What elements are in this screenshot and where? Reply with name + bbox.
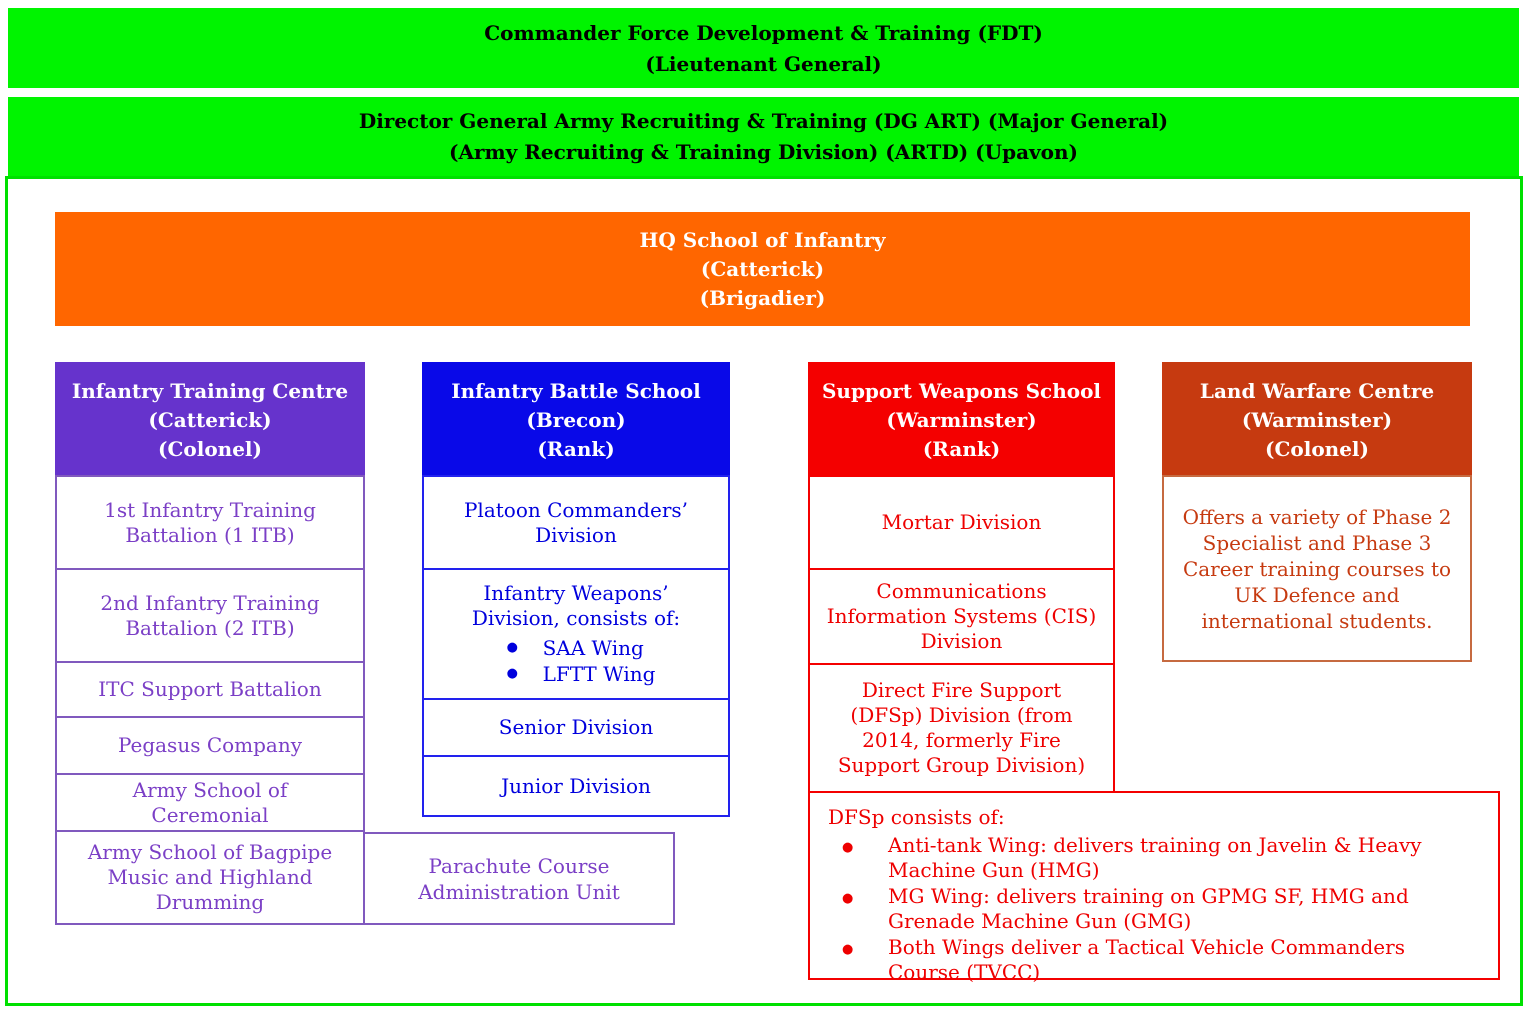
- banner-commander-fdt: [8, 8, 1519, 88]
- cell-army-school-of-ceremonial: Army School of Ceremonial: [55, 773, 365, 832]
- cell-parachute-course-administration-unit: Parachute Course Administration Unit: [363, 832, 675, 925]
- ibs-header-location: (Brecon): [526, 407, 626, 432]
- hq-banner-line2: (Catterick): [700, 257, 825, 281]
- lwc-header-location: (Warminster): [1241, 407, 1393, 432]
- cell-senior-division: Senior Division: [422, 698, 730, 757]
- ibs-header-rank: (Rank): [537, 436, 615, 461]
- column-infantry-battle-school: [422, 362, 730, 817]
- cell-infantry-weapons-division: [422, 568, 730, 700]
- sws-header-location: (Warminster): [886, 407, 1037, 432]
- sws-header-rank: (Rank): [922, 436, 1001, 461]
- dfsp-list-item-both-wings: ● Both Wings deliver a Tactical Vehicle Commanders Course (TVCC): [888, 935, 1480, 985]
- itc-header-name: Infantry Training Centre: [71, 378, 349, 403]
- banner-dg-art: [8, 97, 1519, 176]
- cell-mortar-division: Mortar Division: [808, 475, 1115, 570]
- cell-2nd-infantry-training-battalion: 2nd Infantry Training Battalion (2 ITB): [55, 568, 365, 663]
- lwc-header-name: Land Warfare Centre: [1199, 378, 1435, 403]
- dfsp-list-item-anti-tank-wing: ● Anti-tank Wing: delivers training on Javelin & Heavy Machine Gun (HMG): [888, 833, 1480, 883]
- itc-header-rank: (Colonel): [158, 436, 262, 461]
- sws-header-name: Support Weapons School: [821, 378, 1102, 403]
- banner-dg-art-line2: (Army Recruiting & Training Division) (ARTD) (Upavon): [449, 140, 1078, 164]
- banner-dg-art-line1: Director General Army Recruiting & Training (DG ART) (Major General): [358, 109, 1169, 133]
- cell-itc-support-battalion: ITC Support Battalion: [55, 661, 365, 718]
- banner-commander-fdt-line1: Commander Force Development & Training (FDT): [484, 20, 1043, 45]
- cell-cis-division: Communications Information Systems (CIS) Division: [808, 568, 1115, 665]
- dfsp-list-item-mg-wing: ● MG Wing: delivers training on GPMG SF, HMG and Grenade Machine Gun (GMG): [888, 884, 1480, 934]
- dfsp-wing-list: [828, 833, 1480, 985]
- itc-header: [55, 362, 365, 477]
- dfsp-intro: DFSp consists of:: [828, 805, 1005, 829]
- wing-list-item-saa: ● SAA Wing: [543, 635, 656, 661]
- cell-platoon-commanders-division: Platoon Commanders’ Division: [422, 475, 730, 570]
- ibs-header: [422, 362, 730, 477]
- cell-junior-division: Junior Division: [422, 755, 730, 817]
- infantry-weapons-division-intro: Infantry Weapons’ Division, consists of:: [471, 581, 681, 630]
- column-infantry-training-centre: [55, 362, 365, 925]
- column-support-weapons-school: [808, 362, 1115, 793]
- cell-1st-infantry-training-battalion: 1st Infantry Training Battalion (1 ITB): [55, 475, 365, 570]
- ibs-header-name: Infantry Battle School: [451, 378, 701, 403]
- lwc-header: [1162, 362, 1472, 477]
- column-land-warfare-centre: [1162, 362, 1472, 662]
- hq-school-of-infantry-banner: [55, 212, 1470, 326]
- wing-list-item-lftt: ● LFTT Wing: [543, 661, 656, 687]
- cell-direct-fire-support-division: Direct Fire Support (DFSp) Division (from 2014, formerly Fire Support Group Division): [808, 663, 1115, 793]
- itc-header-location: (Catterick): [148, 407, 272, 432]
- banner-commander-fdt-line2: (Lieutenant General): [645, 51, 882, 76]
- infantry-weapons-wing-list: [497, 635, 656, 687]
- cell-army-school-of-bagpipe-music: Army School of Bagpipe Music and Highland Drumming: [55, 830, 365, 925]
- sws-header: [808, 362, 1115, 477]
- cell-pegasus-company: Pegasus Company: [55, 716, 365, 775]
- dfsp-detail-box: [808, 791, 1500, 984]
- hq-banner-line1: HQ School of Infantry: [639, 228, 886, 252]
- hq-banner-line3: (Brigadier): [699, 286, 826, 310]
- cell-land-warfare-centre-description: Offers a variety of Phase 2 Specialist and Phase 3 Career training courses to UK Defence and international students.: [1162, 475, 1472, 662]
- lwc-header-rank: (Colonel): [1265, 436, 1369, 461]
